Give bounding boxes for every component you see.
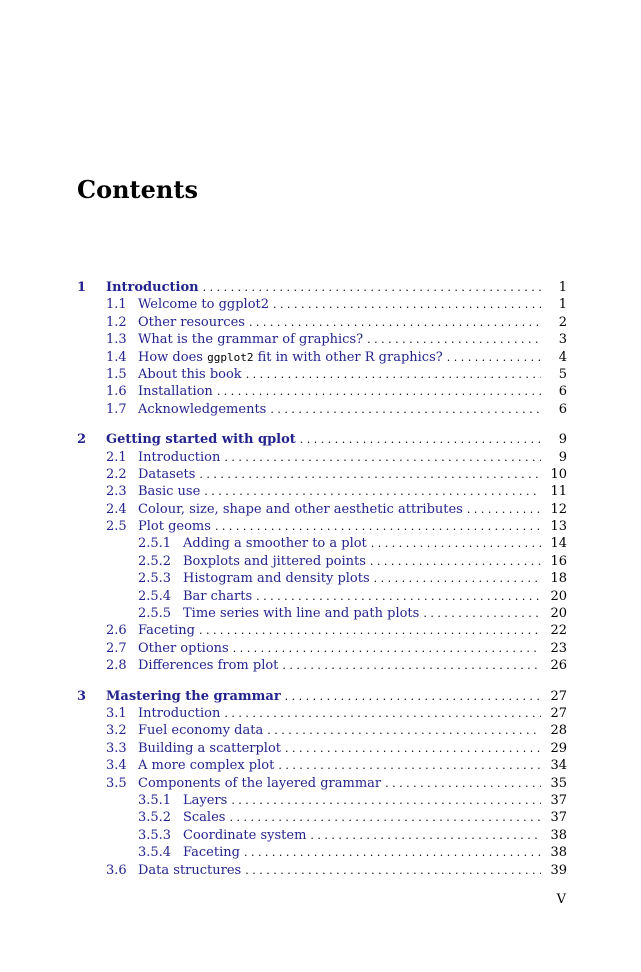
- toc-entry-title[interactable]: [183, 553, 366, 570]
- leader-dots: [203, 279, 541, 296]
- toc-entry-title-text: Boxplots and jittered points: [183, 553, 366, 569]
- toc-entry-title[interactable]: [183, 809, 225, 826]
- toc-entry-title-text: Time series with line and path plots: [183, 606, 420, 622]
- toc-entry-number: 2.7: [106, 640, 127, 656]
- toc-entry-title[interactable]: [138, 740, 281, 757]
- toc-entry-title[interactable]: [138, 722, 263, 739]
- toc-entry-title[interactable]: [138, 366, 242, 383]
- toc-entry-number: 3.5.3: [138, 827, 172, 843]
- leader-dots: [267, 722, 541, 739]
- toc-chapter: [77, 431, 567, 674]
- toc-section-entry[interactable]: [77, 757, 567, 774]
- toc-section-entry[interactable]: [77, 501, 567, 518]
- leader-dots: [385, 775, 541, 792]
- toc-entry-title[interactable]: [183, 605, 419, 622]
- toc-entry-title-text: A more complex plot: [138, 758, 275, 774]
- toc-entry-page: 11: [550, 484, 567, 500]
- toc-entry-title[interactable]: [183, 588, 252, 605]
- toc-entry-number: 3.5.1: [138, 792, 172, 808]
- toc-entry-title-text: Acknowledgements: [138, 401, 267, 417]
- toc-entry-title-code: ggplot2: [207, 350, 254, 364]
- toc-entry-number: 3.5: [106, 775, 127, 791]
- toc-subsection-entry[interactable]: [77, 588, 567, 605]
- toc-entry-page: 18: [550, 571, 567, 587]
- toc-entry-number: 2.1: [106, 449, 127, 465]
- toc-entry-title-text: Components of the layered grammar: [138, 775, 382, 791]
- toc-entry-title-text: How does: [138, 349, 208, 365]
- toc-entry-number: 1.2: [106, 314, 127, 330]
- toc-entry-page: 13: [550, 519, 567, 535]
- page-title: Contents: [77, 175, 198, 204]
- leader-dots: [300, 431, 541, 448]
- toc-section-entry[interactable]: [77, 314, 567, 331]
- toc-section-entry[interactable]: [77, 740, 567, 757]
- toc-entry-number: 1.4: [106, 349, 127, 365]
- toc-entry-title[interactable]: [138, 401, 266, 418]
- toc-entry-page: 27: [550, 688, 567, 704]
- toc-entry-title-text: Introduction: [106, 280, 199, 295]
- leader-dots: [285, 740, 541, 757]
- toc-entry-number: 2.3: [106, 484, 127, 500]
- toc-entry-page: 5: [558, 366, 567, 382]
- leader-dots: [270, 401, 541, 418]
- toc-chapter-entry[interactable]: [77, 688, 567, 705]
- toc-entry-number: 1.1: [106, 297, 127, 313]
- toc-entry-number: 3.6: [106, 862, 127, 878]
- leader-dots: [273, 296, 541, 313]
- toc-section-entry[interactable]: [77, 775, 567, 792]
- toc-entry-number: 2.5.3: [138, 571, 172, 587]
- toc-entry-number: 3.5.4: [138, 845, 172, 861]
- toc-section-entry[interactable]: [77, 483, 567, 500]
- toc-section-entry[interactable]: [77, 366, 567, 383]
- toc-entry-title[interactable]: [106, 688, 281, 705]
- toc-entry-page: 29: [550, 740, 567, 756]
- toc-entry-title-text: Other resources: [138, 314, 245, 330]
- toc-entry-title-text: Fuel economy data: [138, 723, 264, 739]
- toc-entry-title-text: Mastering the grammar: [106, 688, 281, 704]
- toc-entry-page: 9: [558, 449, 567, 465]
- toc-entry-title-text: Installation: [138, 384, 213, 400]
- leader-dots: [447, 349, 541, 366]
- toc-entry-title[interactable]: [138, 296, 269, 313]
- toc-entry-title-text: Colour, size, shape and other aesthetic attributes: [138, 501, 463, 517]
- toc-entry-title-text: Introduction: [138, 705, 221, 721]
- toc-entry-title-text: Scales: [183, 810, 226, 826]
- toc-entry-title-text: Building a scatterplot: [138, 740, 282, 756]
- toc-entry-page: 1: [558, 280, 567, 295]
- leader-dots: [199, 466, 541, 483]
- toc-section-entry[interactable]: [77, 640, 567, 657]
- toc-entry-title[interactable]: [138, 331, 363, 348]
- toc-chapter: [77, 279, 567, 418]
- toc-subsection-entry[interactable]: [77, 844, 567, 861]
- toc-entry-page: 6: [558, 384, 567, 400]
- leader-dots: [249, 314, 541, 331]
- leader-dots: [282, 657, 541, 674]
- toc-entry-number: 3.5.2: [138, 810, 172, 826]
- toc-entry-title-text: Histogram and density plots: [183, 571, 370, 587]
- leader-dots: [423, 605, 541, 622]
- toc-entry-page: 20: [550, 588, 567, 604]
- leader-dots: [370, 553, 541, 570]
- leader-dots: [217, 383, 541, 400]
- toc-entry-page: 16: [550, 553, 567, 569]
- toc-chapter: [77, 688, 567, 879]
- toc-entry-title-text: Bar charts: [183, 588, 253, 604]
- leader-dots: [371, 535, 541, 552]
- toc-section-entry[interactable]: [77, 518, 567, 535]
- toc-entry-page: 38: [550, 845, 567, 861]
- toc-entry-number: 3.3: [106, 740, 127, 756]
- toc-entry-number: 3.2: [106, 723, 127, 739]
- leader-dots: [215, 518, 541, 535]
- toc-subsection-entry[interactable]: [77, 809, 567, 826]
- toc-section-entry[interactable]: [77, 349, 567, 366]
- toc-entry-title[interactable]: [138, 501, 463, 518]
- toc-entry-title-text: Introduction: [138, 449, 221, 465]
- leader-dots: [224, 449, 541, 466]
- leader-dots: [367, 331, 541, 348]
- toc-entry-number: 2.5.2: [138, 553, 172, 569]
- toc-entry-title[interactable]: [138, 775, 381, 792]
- toc-subsection-entry[interactable]: [77, 605, 567, 622]
- leader-dots: [233, 640, 541, 657]
- toc-entry-title-text: Faceting: [183, 845, 240, 861]
- toc-entry-title[interactable]: [138, 657, 278, 674]
- toc-entry-title[interactable]: [138, 518, 211, 535]
- toc-entry-title-text: Plot geoms: [138, 519, 211, 535]
- toc-entry-page: 34: [550, 758, 567, 774]
- toc-entry-title-text: Adding a smoother to a plot: [183, 536, 367, 552]
- toc-entry-title-text: fit in with other R graphics?: [253, 349, 443, 365]
- toc-entry-title-text: Other options: [138, 640, 229, 656]
- toc-entry-page: 20: [550, 606, 567, 622]
- toc-entry-title[interactable]: [138, 622, 195, 639]
- leader-dots: [246, 366, 541, 383]
- toc-entry-number: 1: [77, 280, 87, 295]
- leader-dots: [278, 757, 541, 774]
- toc-entry-number: 2.5.5: [138, 606, 172, 622]
- toc-entry-page: 9: [558, 432, 567, 448]
- toc-entry-number: 1.6: [106, 384, 127, 400]
- toc-subsection-entry[interactable]: [77, 792, 567, 809]
- toc-entry-page: 4: [558, 349, 567, 365]
- toc-entry-page: 12: [550, 501, 567, 517]
- toc-entry-title[interactable]: [138, 705, 220, 722]
- toc-entry-page: 14: [550, 536, 567, 552]
- toc-entry-title-text: Differences from plot: [138, 658, 279, 674]
- toc-entry-page: 2: [558, 314, 567, 330]
- toc-section-entry[interactable]: [77, 296, 567, 313]
- toc-section-entry[interactable]: [77, 722, 567, 739]
- toc-entry-number: 2.8: [106, 658, 127, 674]
- toc-entry-title[interactable]: [183, 844, 240, 861]
- toc-entry-title-text: Data structures: [138, 862, 242, 878]
- toc-entry-title[interactable]: [183, 570, 370, 587]
- toc-entry-title[interactable]: [138, 383, 213, 400]
- table-of-contents: [77, 279, 567, 892]
- toc-entry-page: 23: [550, 640, 567, 656]
- toc-entry-number: 2.2: [106, 466, 127, 482]
- toc-entry-number: 2.5.1: [138, 536, 172, 552]
- toc-entry-title[interactable]: [138, 349, 443, 366]
- leader-dots: [229, 809, 541, 826]
- toc-subsection-entry[interactable]: [77, 553, 567, 570]
- leader-dots: [374, 570, 541, 587]
- page-number-folio: V: [556, 892, 566, 907]
- toc-entry-title[interactable]: [106, 431, 296, 448]
- leader-dots: [245, 862, 541, 879]
- toc-entry-title-text: Datasets: [138, 466, 196, 482]
- toc-entry-number: 2.6: [106, 623, 127, 639]
- toc-entry-title[interactable]: [183, 535, 367, 552]
- toc-entry-title[interactable]: [183, 792, 227, 809]
- toc-entry-title-text: About this book: [138, 366, 242, 382]
- toc-entry-number: 3: [77, 688, 87, 704]
- toc-section-entry[interactable]: [77, 657, 567, 674]
- toc-entry-title-text: What is the grammar of graphics?: [138, 332, 364, 348]
- toc-entry-title-text: Layers: [183, 792, 228, 808]
- toc-entry-page: 39: [550, 862, 567, 878]
- toc-entry-page: 3: [558, 332, 567, 348]
- toc-entry-title[interactable]: [138, 862, 241, 879]
- toc-entry-title[interactable]: [138, 757, 274, 774]
- toc-entry-page: 37: [550, 810, 567, 826]
- toc-entry-number: 1.3: [106, 332, 127, 348]
- toc-entry-page: 27: [550, 705, 567, 721]
- toc-entry-page: 22: [550, 623, 567, 639]
- toc-entry-page: 1: [558, 297, 567, 313]
- leader-dots: [199, 622, 541, 639]
- toc-entry-title-text: Basic use: [138, 484, 201, 500]
- toc-entry-number: 2.5.4: [138, 588, 172, 604]
- toc-entry-number: 2.5: [106, 519, 127, 535]
- toc-entry-title[interactable]: [138, 640, 229, 657]
- toc-entry-number: 2.4: [106, 501, 127, 517]
- toc-entry-title[interactable]: [183, 827, 306, 844]
- toc-entry-title[interactable]: [138, 314, 245, 331]
- leader-dots: [231, 792, 541, 809]
- toc-entry-title-text: Coordinate system: [183, 827, 307, 843]
- toc-entry-page: 6: [558, 401, 567, 417]
- toc-entry-title[interactable]: [138, 449, 220, 466]
- toc-chapter-entry[interactable]: [77, 279, 567, 296]
- toc-entry-number: 1.5: [106, 366, 127, 382]
- toc-entry-page: 10: [550, 466, 567, 482]
- toc-entry-number: 2: [77, 432, 87, 448]
- toc-section-entry[interactable]: [77, 449, 567, 466]
- toc-entry-page: 38: [550, 827, 567, 843]
- toc-section-entry[interactable]: [77, 466, 567, 483]
- toc-entry-page: 37: [550, 792, 567, 808]
- toc-section-entry[interactable]: [77, 862, 567, 879]
- toc-entry-title-text: Faceting: [138, 623, 195, 639]
- leader-dots: [204, 483, 541, 500]
- toc-entry-title-text: Welcome to ggplot2: [138, 297, 270, 313]
- toc-entry-title[interactable]: [106, 279, 199, 296]
- leader-dots: [256, 588, 541, 605]
- toc-subsection-entry[interactable]: [77, 570, 567, 587]
- toc-section-entry[interactable]: [77, 401, 567, 418]
- toc-subsection-entry[interactable]: [77, 535, 567, 552]
- leader-dots: [285, 688, 541, 705]
- toc-entry-page: 26: [550, 658, 567, 674]
- toc-entry-page: 35: [550, 775, 567, 791]
- toc-chapter-entry[interactable]: [77, 431, 567, 448]
- toc-section-entry[interactable]: [77, 622, 567, 639]
- toc-entry-number: 3.4: [106, 758, 127, 774]
- toc-subsection-entry[interactable]: [77, 827, 567, 844]
- leader-dots: [244, 844, 541, 861]
- toc-entry-page: 28: [550, 723, 567, 739]
- toc-section-entry[interactable]: [77, 383, 567, 400]
- leader-dots: [310, 827, 541, 844]
- toc-entry-title[interactable]: [138, 483, 200, 500]
- leader-dots: [224, 705, 541, 722]
- toc-section-entry[interactable]: [77, 705, 567, 722]
- toc-entry-title[interactable]: [138, 466, 195, 483]
- leader-dots: [467, 501, 541, 518]
- toc-entry-number: 3.1: [106, 705, 127, 721]
- toc-section-entry[interactable]: [77, 331, 567, 348]
- toc-entry-number: 1.7: [106, 401, 127, 417]
- toc-entry-title-text: Getting started with qplot: [106, 432, 296, 448]
